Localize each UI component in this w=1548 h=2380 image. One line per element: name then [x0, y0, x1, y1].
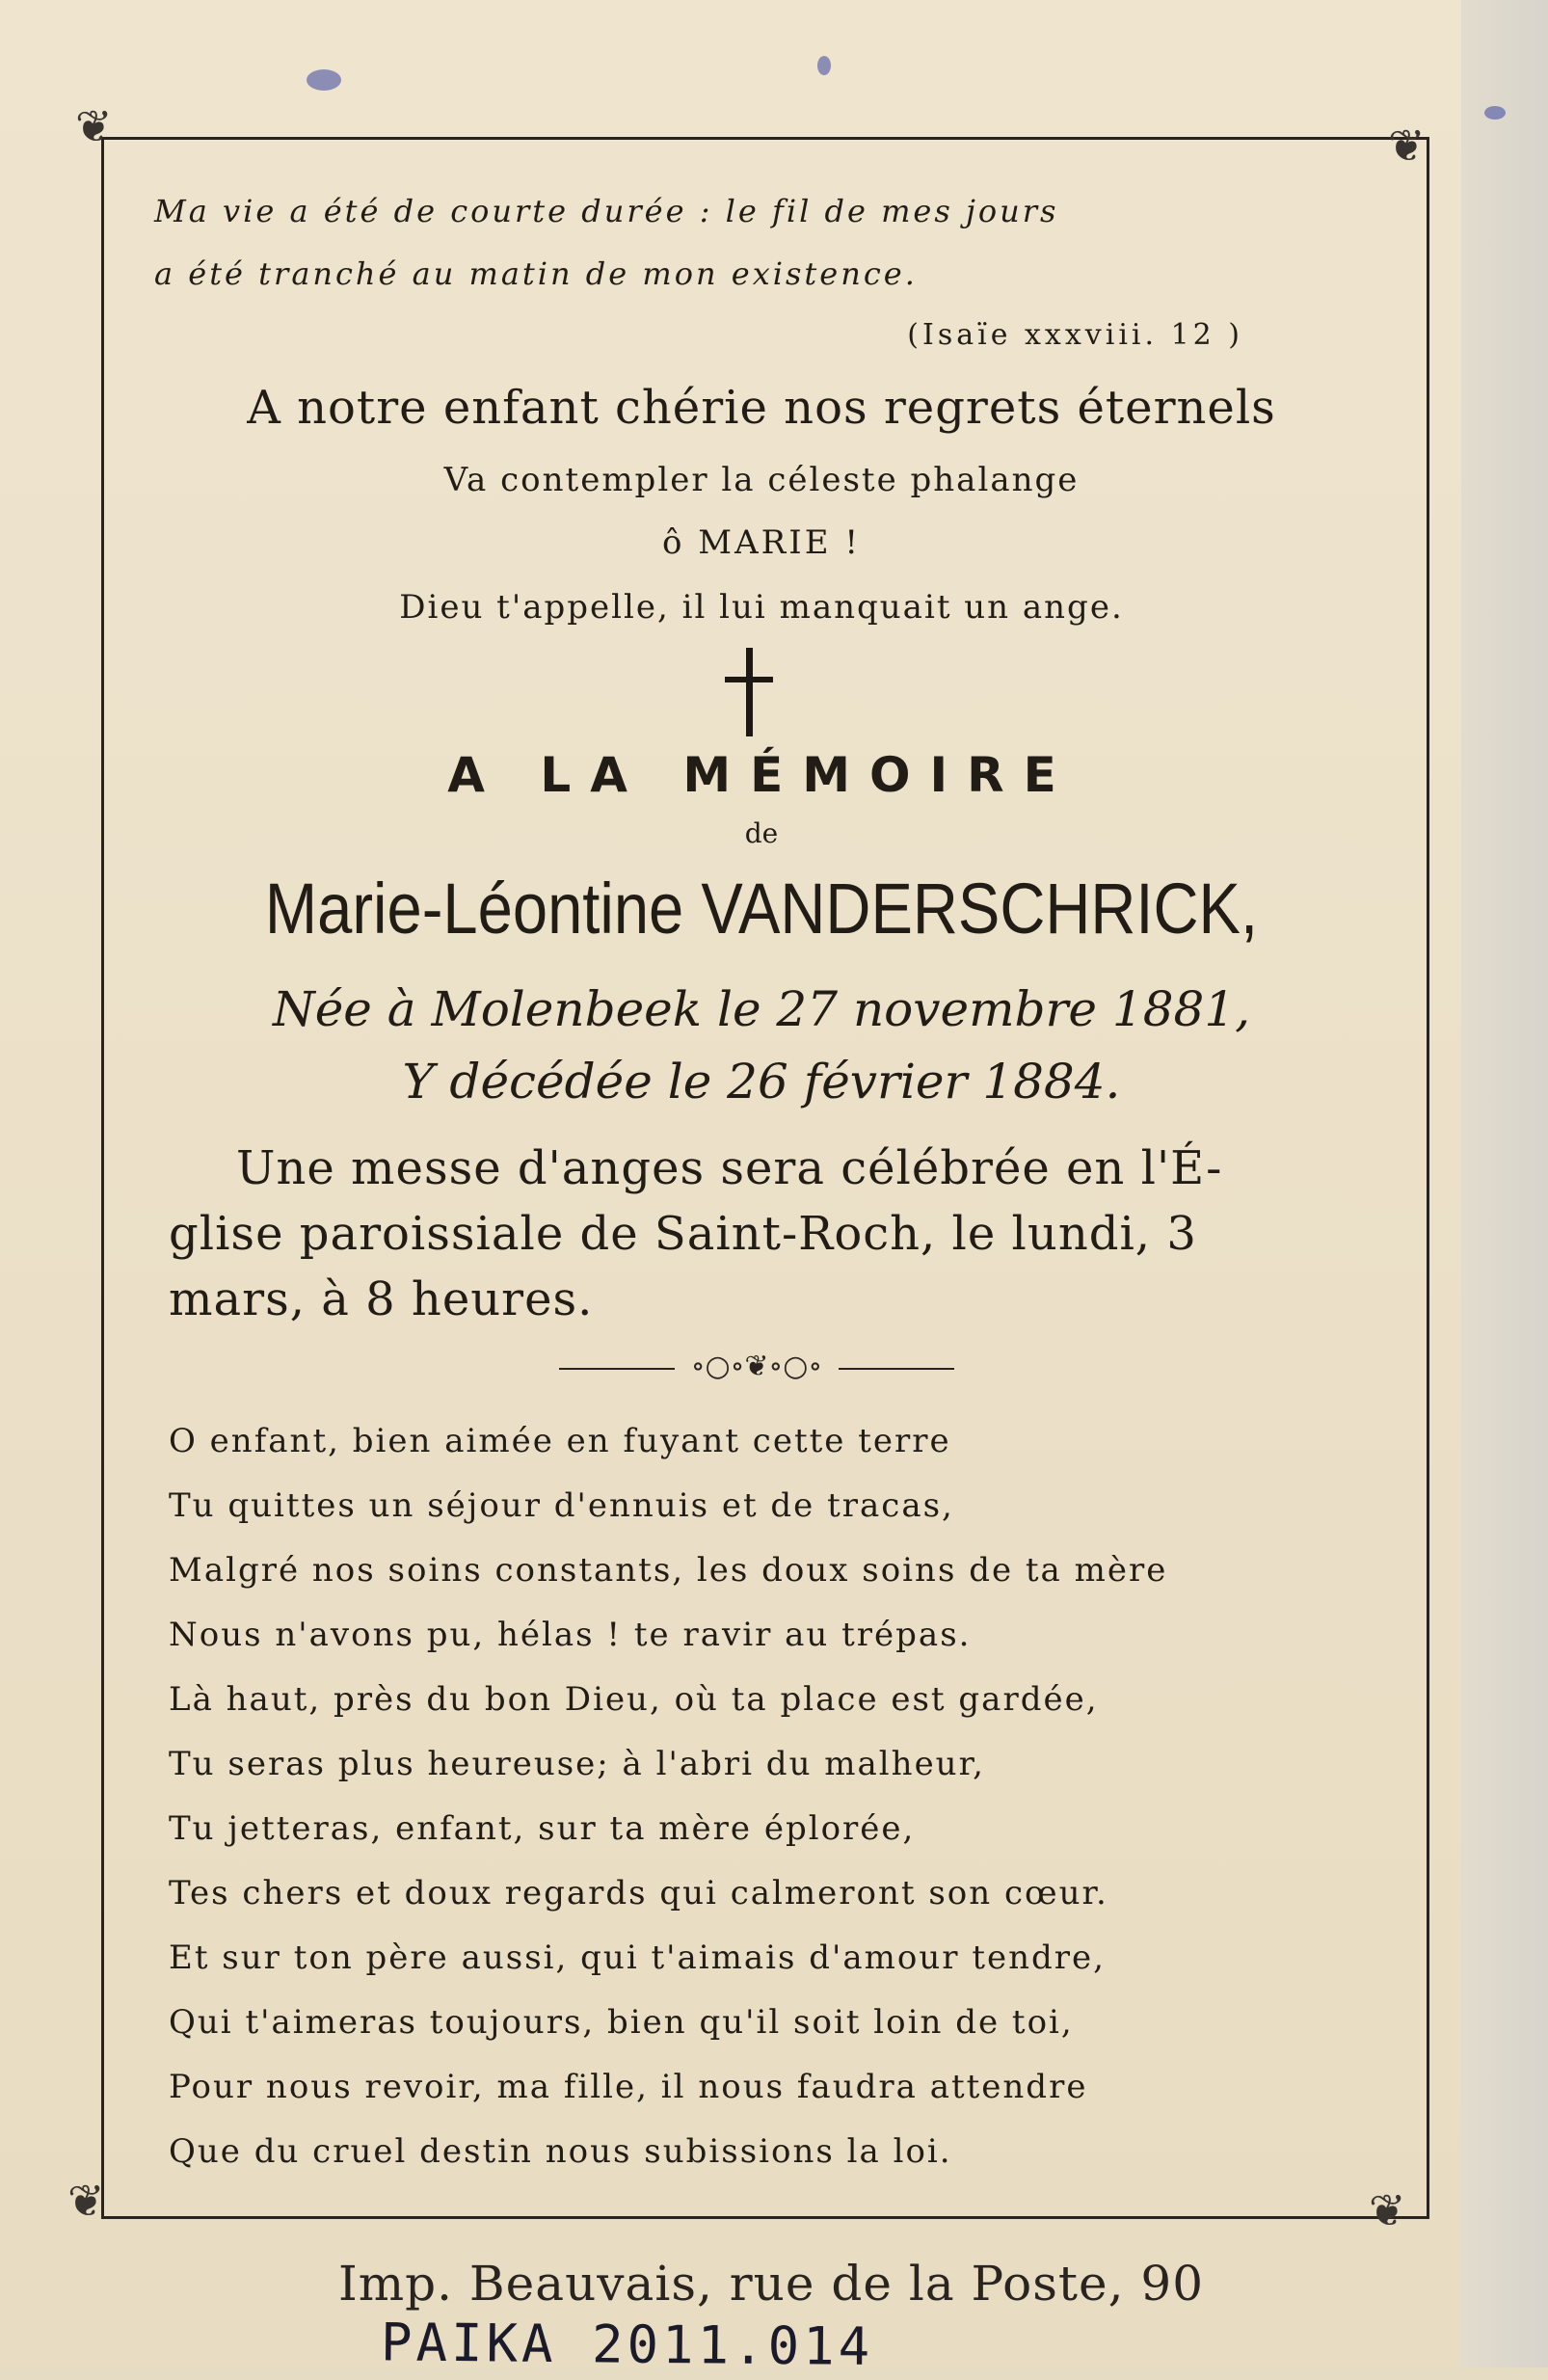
poem-line: Pour nous revoir, ma fille, il nous faudra attendre	[169, 2068, 1088, 2106]
poem-line: Que du cruel destin nous subissions la loi.	[169, 2132, 952, 2171]
epigraph-line-1: Ma vie a été de courte durée : le fil de mes jours	[154, 193, 1059, 229]
poem-line: Tu seras plus heureuse; à l'abri du malheur,	[169, 1745, 985, 1783]
ink-stain	[1484, 106, 1506, 120]
ink-stain	[307, 69, 341, 91]
de-label: de	[744, 817, 779, 849]
handwritten-inventory-number: PAIKA 2011.014	[380, 2312, 874, 2377]
corner-ornament-icon: ❦	[1388, 120, 1426, 172]
poem-line: O enfant, bien aimée en fuyant cette terre	[169, 1422, 951, 1460]
poem-line: Nous n'avons pu, hélas ! te ravir au trépas.	[169, 1616, 972, 1654]
death-line: Y décédée le 26 février 1884.	[402, 1054, 1121, 1110]
poem-line: Malgré nos soins constants, les doux soins de ta mère	[169, 1551, 1168, 1590]
ink-stain	[817, 56, 831, 75]
memoire-heading: A LA MÉMOIRE	[447, 747, 1076, 803]
verse-line-2: ô MARIE !	[662, 523, 861, 562]
poem-line: Tu quittes un séjour d'ennuis et de tracas,	[169, 1486, 954, 1525]
corner-ornament-icon: ❦	[75, 100, 113, 152]
verse-line-3: Dieu t'appelle, il lui manquait un ange.	[399, 588, 1124, 627]
divider-ornament-icon: ∘○∘❦∘○∘	[690, 1350, 823, 1383]
epigraph-line-2: a été tranché au matin de mon existence.	[154, 255, 918, 292]
printer-imprint: Imp. Beauvais, rue de la Poste, 90	[337, 2256, 1205, 2312]
poem-line: Tu jetteras, enfant, sur ta mère éplorée,	[169, 1809, 916, 1848]
ornamental-divider	[559, 1350, 954, 1388]
cross-icon	[725, 648, 773, 736]
poem-line: Qui t'aimeras toujours, bien qu'il soit loin de toi,	[169, 2003, 1074, 2042]
mass-line-3: mars, à 8 heures.	[169, 1272, 594, 1326]
mass-line-1: Une messe d'anges sera célébrée en l'É-	[236, 1141, 1223, 1195]
mass-line-2: glise paroissiale de Saint-Roch, le lundi, 3	[169, 1207, 1197, 1261]
poem-line: Là haut, près du bon Dieu, où ta place est gardée,	[169, 1680, 1099, 1719]
epigraph-reference: (Isaïe xxxviii. 12 )	[907, 318, 1243, 352]
card-edge	[1461, 0, 1548, 2367]
verse-line-1: Va contempler la céleste phalange	[443, 461, 1080, 499]
corner-ornament-icon: ❦	[1369, 2184, 1406, 2236]
corner-ornament-icon: ❦	[67, 2175, 105, 2227]
poem-line: Tes chers et doux regards qui calmeront son cœur.	[169, 1874, 1108, 1912]
poem-line: Et sur ton père aussi, qui t'aimais d'amour tendre,	[169, 1939, 1106, 1977]
birth-line: Née à Molenbeek le 27 novembre 1881,	[272, 981, 1251, 1037]
deceased-name: Marie-Léontine VANDERSCHRICK,	[264, 869, 1259, 949]
dedication: A notre enfant chérie nos regrets éternels	[247, 381, 1276, 435]
